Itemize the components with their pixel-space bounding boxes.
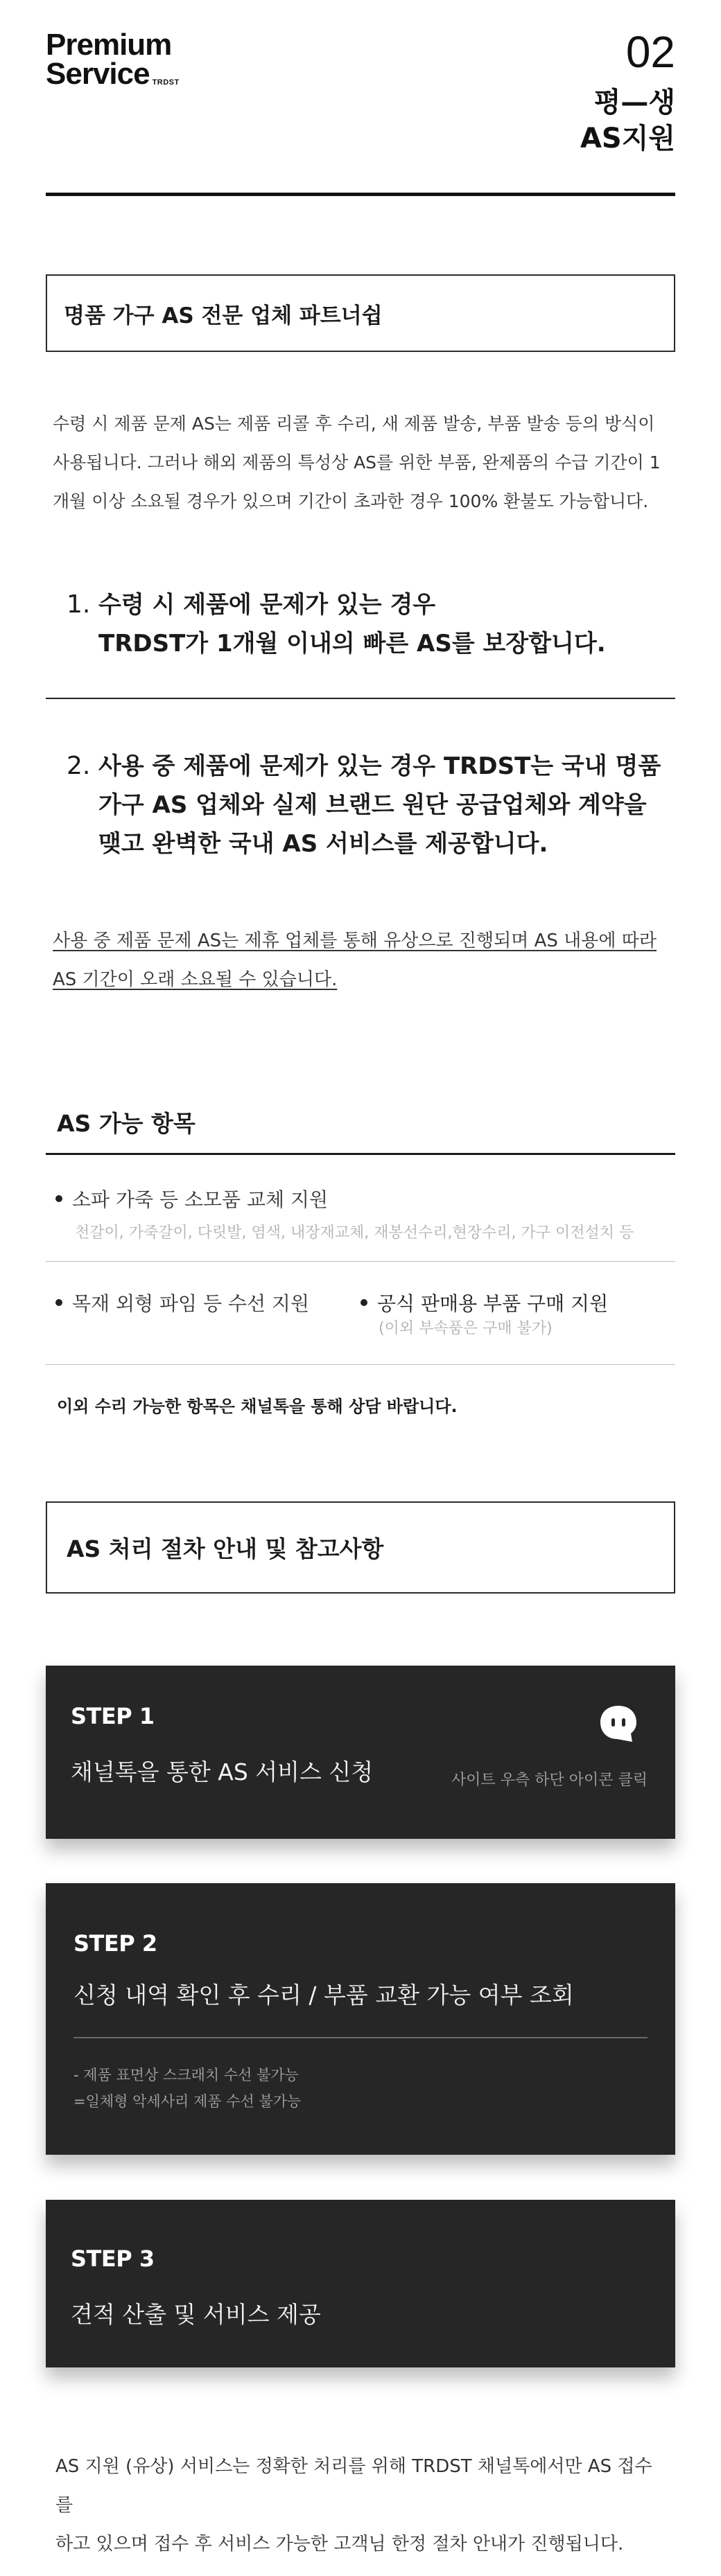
bullet-dot-icon bbox=[360, 1299, 367, 1306]
header-title-line-1: 평—생 bbox=[593, 87, 675, 118]
step-1-desc: 채널톡을 통한 AS 서비스 신청 bbox=[71, 1758, 374, 1785]
logo-sub: TRDST bbox=[152, 78, 180, 87]
as-item-2 bbox=[55, 1289, 309, 1316]
step-2-divider bbox=[73, 2037, 648, 2038]
bullet-dot-icon bbox=[55, 1299, 62, 1306]
process-title-box bbox=[46, 1501, 675, 1594]
step-1-hint: 사이트 우측 하단 아이콘 클릭 bbox=[451, 1772, 648, 1789]
numbered-item-2-number: 2. bbox=[67, 752, 91, 780]
header-divider bbox=[46, 193, 675, 196]
bullet-dot-icon bbox=[55, 1195, 62, 1202]
footer-note bbox=[55, 2447, 666, 2564]
paid-as-notice bbox=[53, 921, 677, 999]
numbered-item-2-line-2: 가구 AS 업체와 실제 브랜드 원단 공급업체와 계약을 bbox=[98, 791, 647, 819]
as-item-1 bbox=[55, 1185, 328, 1212]
numbered-item-1-text bbox=[98, 585, 606, 663]
footer-note-line-2: 하고 있으며 접수 후 서비스 가능한 고객님 한정 절차 안내가 진행됩니다. bbox=[55, 2534, 624, 2555]
brand-logo bbox=[46, 30, 180, 89]
step-2-desc: 신청 내역 확인 후 수리 / 부품 교환 가능 여부 조회 bbox=[73, 1982, 574, 2009]
numbered-item-2-line-1: 사용 중 제품에 문제가 있는 경우 TRDST는 국내 명품 bbox=[98, 752, 661, 780]
paid-as-notice-line-1: 사용 중 제품 문제 AS는 제휴 업체를 통해 유상으로 진행되며 AS 내용에 따라 bbox=[53, 930, 657, 951]
as-item-1-detail: 천갈이, 가죽갈이, 다릿발, 염색, 내장재교체, 재봉선수리,현장수리, 가구 이전설치 등 bbox=[75, 1224, 634, 1242]
partnership-title: 명품 가구 AS 전문 업체 파트너쉽 bbox=[64, 303, 383, 328]
numbered-item-1-line-1: 수령 시 제품에 문제가 있는 경우 bbox=[98, 591, 436, 619]
as-items-heading: AS 가능 항목 bbox=[57, 1110, 196, 1137]
step-1-card bbox=[46, 1666, 675, 1839]
step-3-card bbox=[46, 2200, 675, 2367]
step-1-label: STEP 1 bbox=[71, 1703, 155, 1729]
as-item-3-label: 공식 판매용 부품 구매 지원 bbox=[377, 1292, 609, 1315]
as-items-divider-1 bbox=[46, 1261, 675, 1262]
numbered-item-2 bbox=[67, 747, 661, 863]
as-item-2-label: 목재 외형 파임 등 수선 지원 bbox=[72, 1292, 310, 1315]
numbered-item-2-line-3: 맺고 완벽한 국내 AS 서비스를 제공합니다. bbox=[98, 830, 548, 858]
as-items-note: 이외 수리 가능한 항목은 채널톡을 통해 상담 바랍니다. bbox=[57, 1397, 458, 1416]
as-item-3-detail: (이외 부속품은 구매 불가) bbox=[379, 1320, 553, 1337]
as-item-3 bbox=[360, 1289, 608, 1316]
header-title-line-2: AS지원 bbox=[580, 123, 675, 155]
footer-note-line-1: AS 지원 (유상) 서비스는 정확한 처리를 위해 TRDST 채널톡에서만 AS 접수를 bbox=[55, 2456, 652, 2516]
numbered-item-1-number: 1. bbox=[67, 590, 91, 619]
numbered-divider bbox=[46, 698, 675, 699]
as-items-heading-rule bbox=[46, 1153, 675, 1155]
numbered-item-1-line-2: TRDST가 1개월 이내의 빠른 AS를 보장합니다. bbox=[98, 630, 606, 658]
paid-as-notice-line-2: AS 기간이 오래 소요될 수 있습니다. bbox=[53, 969, 338, 990]
logo-line-2 bbox=[46, 57, 180, 91]
step-2-note-2: =일체형 악세사리 제품 수선 불가능 bbox=[73, 2093, 302, 2110]
as-item-1-label: 소파 가죽 등 소모품 교체 지원 bbox=[72, 1188, 329, 1211]
step-2-note-1: - 제품 표면상 스크래치 수선 불가능 bbox=[73, 2067, 299, 2083]
step-2-notes bbox=[73, 2062, 301, 2115]
step-2-card bbox=[46, 1883, 675, 2155]
step-2-label: STEP 2 bbox=[73, 1930, 157, 1957]
partnership-title-box bbox=[46, 274, 675, 352]
chat-bubble-icon[interactable] bbox=[596, 1702, 641, 1746]
step-3-label: STEP 3 bbox=[71, 2246, 155, 2272]
header-title-group bbox=[580, 28, 675, 157]
numbered-item-2-text bbox=[98, 747, 661, 863]
as-items-divider-2 bbox=[46, 1364, 675, 1365]
section-number: 02 bbox=[625, 27, 675, 77]
logo-line-2-text: Service bbox=[46, 57, 150, 91]
step-3-desc: 견적 산출 및 서비스 제공 bbox=[71, 2301, 321, 2328]
process-title: AS 처리 절차 안내 및 참고사항 bbox=[67, 1535, 384, 1562]
intro-paragraph: 수령 시 제품 문제 AS는 제품 리콜 후 수리, 새 제품 발송, 부품 발송 등의 방식이 사용됩니다. 그러나 해외 제품의 특성상 AS를 위한 부품, 완제품의 수급 기간이 1개월 이상 소요될 경우가 있으며 기간이 초과한 경우 100% 환불도 가능합니다. bbox=[53, 414, 661, 511]
logo-line-1: Premium bbox=[46, 28, 172, 62]
numbered-item-1 bbox=[67, 585, 606, 663]
